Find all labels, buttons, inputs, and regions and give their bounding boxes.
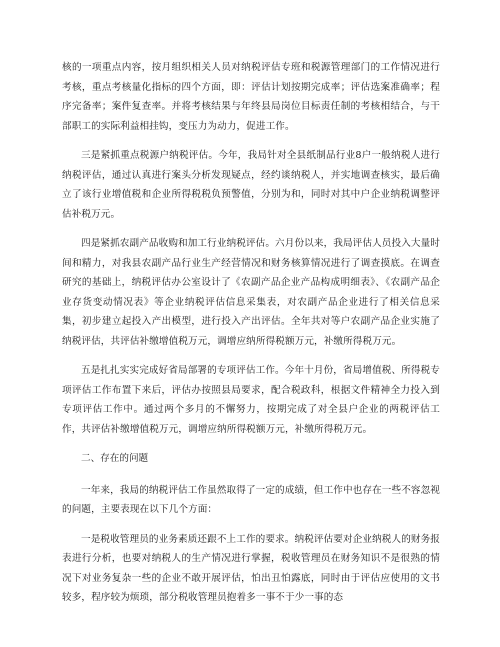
document-body <box>62 58 440 618</box>
paragraph-assessment-criteria: 核的一项重点内容，按月组织相关人员对纳税评估专班和税源管理部门的工作情况进行考核，重点考核量化指标的四个方面，即：评估计划按期完成率；评估选案准确率；程序完备率；案件复查率。并将考核结果与年终县局岗位目标责任制的考核相结合，与干部职工的实际利益相挂钩，变压力为动力，促进工作。 <box>62 62 440 132</box>
paragraph-special-assessment: 五是扎扎实实完成好省局部署的专项评估工作。今年十月份，省局增值税、所得税专项评估工作布置下来后，评估办按照县局要求，配合税政科，根据文件精神全力投入到专项评估工作中。通过两个多月的不懈努力，按期完成了对全县户企业的两税评估工作，共评估补缴增值税万元，调增应纳所得税额万元，补缴所得税万元。 <box>62 365 440 435</box>
section-heading-problems: 二、存在的问题 <box>81 453 149 464</box>
paragraph-agricultural-products-assessment: 四是紧抓农副产品收购和加工行业纳税评估。六月份以来，我局评估人员投入大量时间和精力，对我县农副产品行业生产经营情况和财务核算情况进行了调查摸底。在调查研究的基础上，纳税评估办公室设计了《农副产品企业产品构成明细表》、《农副产品企业存货变动情况表》等企业纳税评估信息采集表，对农副产品企业进行了相关信息采集，初步建立起投入产出模型，进行投入产出评估。全年共对等户农副产品企业实施了纳税评估，共评估补缴增值税万元，调增应纳所得税额万元，补缴所得税万元。 <box>62 238 440 347</box>
paragraph-problem-one: 一是税收管理员的业务素质还跟不上工作的要求。纳税评估要对企业纳税人的财务报表进行分析，也要对纳税人的生产情况进行掌握，税收管理员在财务知识不是很熟的情况下对业务复杂一些的企业不敢开展评估，怕出丑怕露底，同时由于评估应使用的文书较多，程序较为烦琐，部分税收管理员抱着多一事不于少一事的态 <box>62 533 440 603</box>
paragraph-key-taxpayer-assessment: 三是紧抓重点税源户纳税评估。今年，我局针对全县纸制品行业8户一般纳税人进行纳税评估，通过认真进行案头分析发现疑点，经约谈纳税人，并实地调查核实，最后确立了该行业增值税和企业所得税税负预警值，分别为和，同时对其中户企业纳税调整评估补税万元。 <box>62 150 440 220</box>
paragraph-problems-intro: 一年来，我局的纳税评估工作虽然取得了一定的成绩，但工作中也存在一些不容忽视的问题，主要表现在以下几个方面： <box>62 484 440 515</box>
